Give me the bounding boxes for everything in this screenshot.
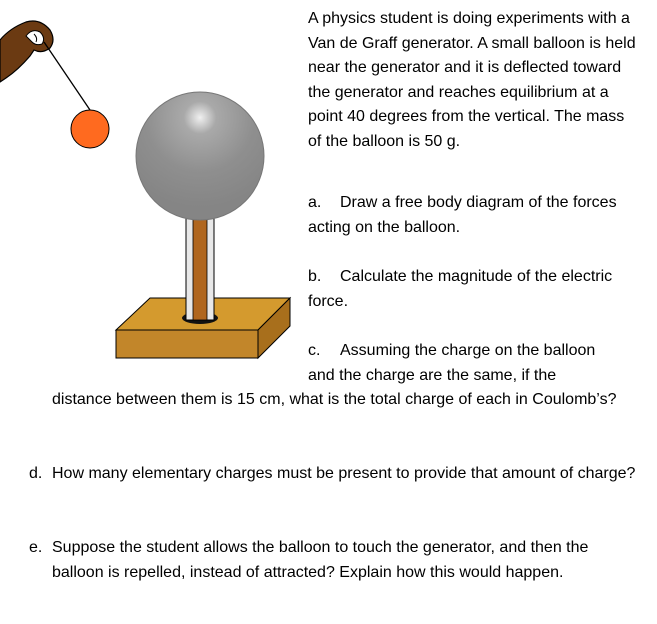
hand-icon <box>0 21 53 82</box>
question-a <box>308 191 638 240</box>
balloon <box>71 110 109 148</box>
question-e-letter: e. <box>29 539 43 556</box>
question-e-text: Suppose the student allows the balloon to touch the generator, and then the balloon is repelled, instead of attracted? Explain how this would happen. <box>52 539 589 581</box>
question-c-line1: c. Assuming the charge on the balloon <box>52 339 642 364</box>
question-b-letter: b. <box>308 268 322 285</box>
question-e <box>29 536 644 585</box>
question-c-rest: distance between them is 15 cm, what is the total charge of each in Coulomb’s? <box>52 391 617 408</box>
generator-sphere <box>136 92 264 220</box>
question-d-letter: d. <box>29 465 43 482</box>
van-de-graaff-illustration <box>0 0 300 370</box>
question-b-text: Calculate the magnitude of the electric force. <box>308 268 613 310</box>
question-a-text: Draw a free body diagram of the forces acting on the balloon. <box>308 194 617 236</box>
balloon-string <box>44 42 90 110</box>
question-c-line2: and the charge are the same, if the <box>308 366 557 384</box>
question-d-text: How many elementary charges must be present to provide that amount of charge? <box>52 465 636 482</box>
question-c-letter: c. <box>308 342 321 359</box>
problem-intro: A physics student is doing experiments with a Van de Graff generator. A small balloon is held near the generator and it is deflected toward the generator and reaches equilibrium at a point 40 degrees from the vertical. The mass of the balloon is 50 g. <box>308 10 636 150</box>
generator-column <box>186 212 214 320</box>
question-c <box>52 339 642 413</box>
question-b <box>308 265 638 314</box>
question-d <box>29 462 644 487</box>
question-a-letter: a. <box>308 194 322 211</box>
